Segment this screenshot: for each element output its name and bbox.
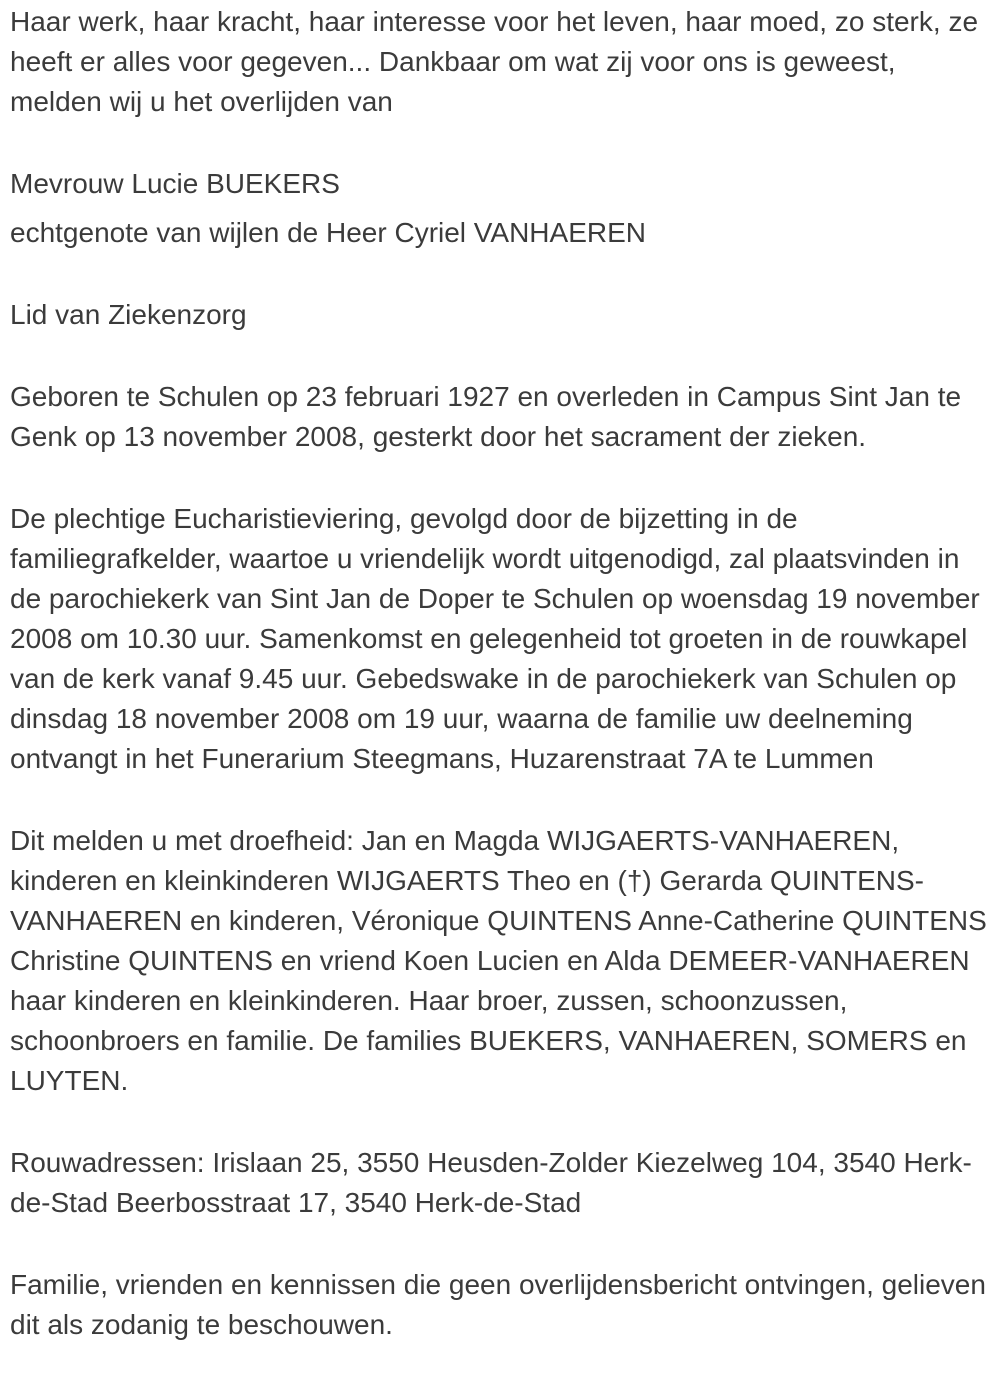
family-announcement-paragraph: Dit melden u met droefheid: Jan en Magda WIJGAERTS-VANHAEREN, kinderen en kleinkinderen WIJGAERTS Theo en (†) Gerarda QUINTENS-VANHAEREN en kinderen, Véronique QUINTENS Anne-Catherine QUINTENS Christine QUINTENS en vriend Koen Lucien en Alda DEMEER-VANHAEREN haar kinderen en kleinkinderen. Haar broer, zussen, schoonzussen, schoonbroers en familie. De families BUEKERS, VANHAEREN, SOMERS en LUYTEN.	[10, 825, 987, 1096]
intro-paragraph: Haar werk, haar kracht, haar interesse voor het leven, haar moed, zo sterk, ze heeft er alles voor gegeven... Dankbaar om wat zij voor ons is geweest, melden wij u het overlijden van	[10, 6, 979, 117]
membership-line: Lid van Ziekenzorg	[10, 299, 247, 330]
service-details-paragraph: De plechtige Eucharistieviering, gevolgd door de bijzetting in de familiegrafkelder, waartoe u vriendelijk wordt uitgenodigd, zal plaatsvinden in de parochiekerk van Sint Jan de Doper te Schulen op woensdag 19 november 2008 om 10.30 uur. Samenkomst en gelegenheid tot groeten in de rouwkapel van de kerk vanaf 9.45 uur. Gebedswake in de parochiekerk van Schulen op dinsdag 18 november 2008 om 19 uur, waarna de familie uw deelneming ontvangt in het Funerarium Steegmans, Huzarenstraat 7A te Lummen	[10, 503, 980, 774]
mourning-addresses-paragraph: Rouwadressen: Irislaan 25, 3550 Heusden-Zolder Kiezelweg 104, 3540 Herk-de-Stad Beerbosstraat 17, 3540 Herk-de-Stad	[10, 1147, 972, 1218]
spouse-line: echtgenote van wijlen de Heer Cyriel VANHAEREN	[10, 217, 646, 248]
deceased-name: Mevrouw Lucie BUEKERS	[10, 168, 340, 199]
closing-notice-paragraph: Familie, vrienden en kennissen die geen overlijdensbericht ontvingen, gelieven dit als zodanig te beschouwen.	[10, 1269, 986, 1340]
birth-death-paragraph: Geboren te Schulen op 23 februari 1927 en overleden in Campus Sint Jan te Genk op 13 november 2008, gesterkt door het sacrament der zieken.	[10, 381, 962, 452]
